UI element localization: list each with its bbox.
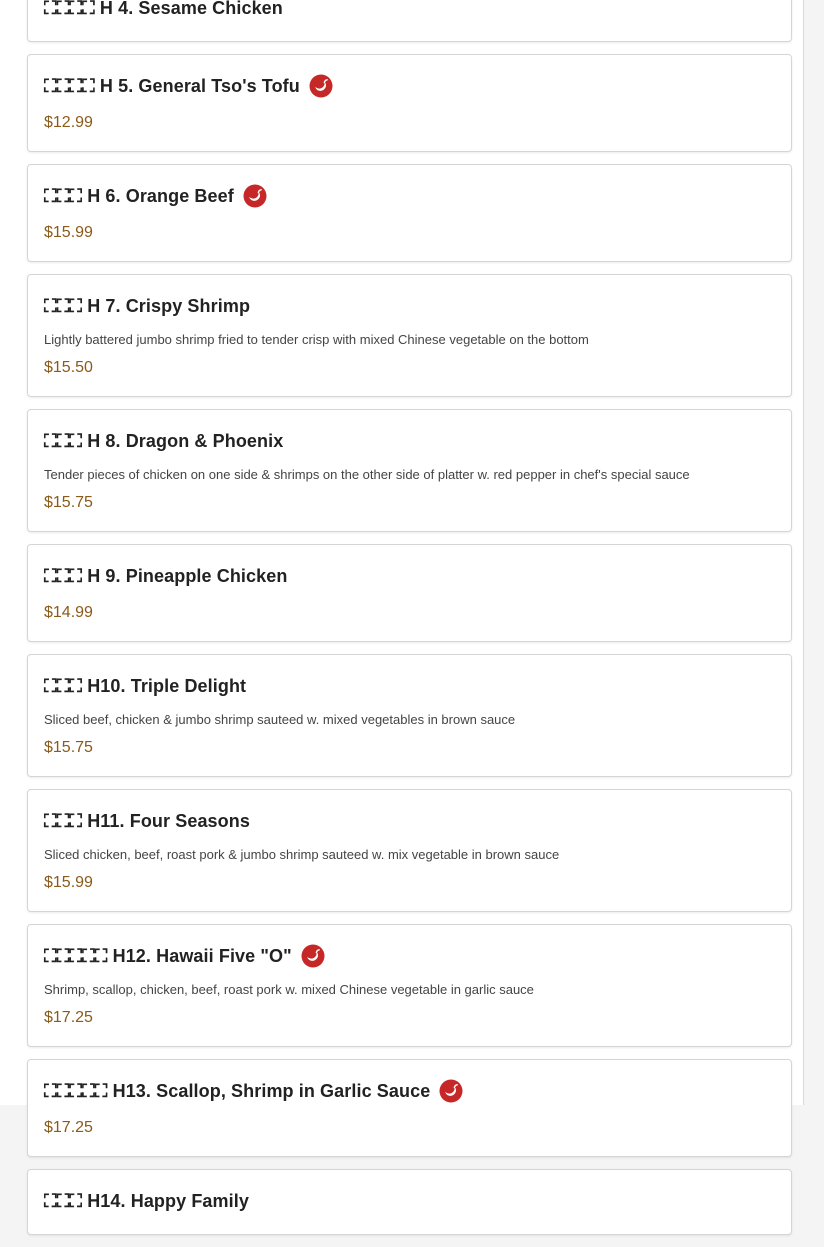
menu-item-price: $15.50	[44, 359, 93, 376]
menu-item-header	[44, 181, 775, 211]
menu-item-price: $15.75	[44, 494, 93, 511]
menu-item-card[interactable]	[27, 0, 792, 42]
menu-item-price: $15.99	[44, 224, 93, 241]
menu-item-name: ⛶⛶⛶⛶ H 5. General Tso's Tofu	[44, 75, 300, 96]
menu-item-name: ⛶⛶⛶ H 6. Orange Beef	[44, 185, 234, 206]
menu-item-price: $17.25	[44, 1009, 93, 1026]
menu-item-name: ⛶⛶⛶⛶ H 4. Sesame Chicken	[44, 0, 283, 18]
menu-item-name: ⛶⛶⛶ H 7. Crispy Shrimp	[44, 295, 251, 316]
spicy-pepper-icon	[243, 184, 267, 208]
menu-item-name: ⛶⛶⛶ H14. Happy Family	[44, 1190, 249, 1211]
menu-item-header	[44, 561, 775, 591]
menu-item-card[interactable]	[27, 1059, 792, 1157]
spicy-pepper-icon	[439, 1079, 463, 1103]
menu-item-description: Sliced beef, chicken & jumbo shrimp sauteed w. mixed vegetables in brown sauce	[44, 712, 516, 727]
menu-item-description: Lightly battered jumbo shrimp fried to tender crisp with mixed Chinese vegetable on the bottom	[44, 332, 589, 347]
menu-item-description: Sliced chicken, beef, roast pork & jumbo shrimp sauteed w. mix vegetable in brown sauce	[44, 847, 560, 862]
menu-item-card[interactable]	[27, 409, 792, 532]
menu-item-name: ⛶⛶⛶ H11. Four Seasons	[44, 810, 250, 831]
menu-item-name: ⛶⛶⛶ H10. Triple Delight	[44, 675, 247, 696]
menu-item-card[interactable]	[27, 544, 792, 642]
menu-item-card[interactable]	[27, 654, 792, 777]
menu-item-price: $15.75	[44, 739, 93, 756]
menu-item-header	[44, 426, 775, 456]
menu-item-header	[44, 71, 775, 101]
menu-item-header	[44, 1186, 775, 1216]
menu-item-price: $15.99	[44, 874, 93, 891]
menu-item-description: Tender pieces of chicken on one side & shrimps on the other side of platter w. red pepper in chef's special sauce	[44, 467, 690, 482]
menu-item-card[interactable]	[27, 274, 792, 397]
menu-item-name: ⛶⛶⛶⛶⛶ H13. Scallop, Shrimp in Garlic Sauce	[44, 1080, 431, 1101]
menu-item-name: ⛶⛶⛶ H 9. Pineapple Chicken	[44, 565, 288, 586]
menu-item-header	[44, 1076, 775, 1106]
menu-item-card[interactable]	[27, 164, 792, 262]
menu-item-header	[44, 806, 775, 836]
menu-item-header	[44, 671, 775, 701]
menu-item-price: $17.25	[44, 1119, 93, 1136]
menu-item-card[interactable]	[27, 1169, 792, 1235]
menu-item-header	[44, 0, 775, 23]
menu-item-name: ⛶⛶⛶ H 8. Dragon & Phoenix	[44, 430, 284, 451]
spicy-pepper-icon	[309, 74, 333, 98]
menu-item-card[interactable]	[27, 924, 792, 1047]
menu-item-description: Shrimp, scallop, chicken, beef, roast pork w. mixed Chinese vegetable in garlic sauce	[44, 982, 534, 997]
menu-item-card[interactable]	[27, 789, 792, 912]
menu-item-card[interactable]	[27, 54, 792, 152]
spicy-pepper-icon	[301, 944, 325, 968]
menu-item-header	[44, 941, 775, 971]
menu-item-list	[27, 0, 792, 1247]
menu-item-price: $14.99	[44, 604, 93, 621]
menu-item-header	[44, 291, 775, 321]
menu-item-name: ⛶⛶⛶⛶⛶ H12. Hawaii Five "O"	[44, 945, 292, 966]
menu-item-price: $12.99	[44, 114, 93, 131]
